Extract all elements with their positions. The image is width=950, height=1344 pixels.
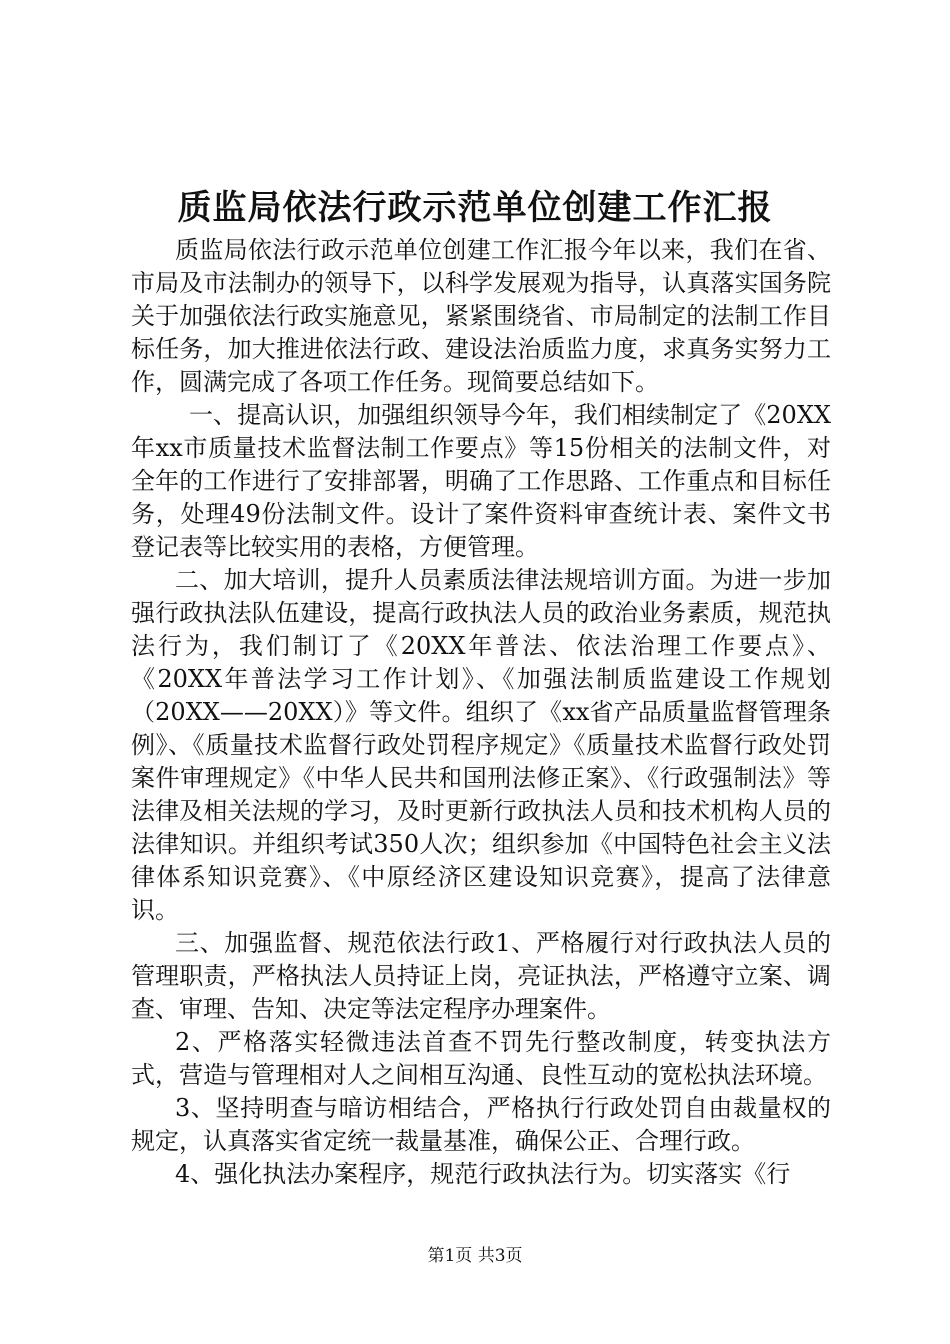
document-title: 质监局依法行政示范单位创建工作汇报 <box>177 188 773 228</box>
paragraph-section-1: 一、提高认识，加强组织领导今年，我们相续制定了《20XX年xx市质量技术监督法制工作要点》等15份相关的法制文件，对全年的工作进行了安排部署，明确了工作思路、工作重点和目标任务，处理49份法制文件。设计了案件资料审查统计表、案件文书登记表等比较实用的表格，方便管理。 <box>131 401 831 561</box>
page-footer: 第1页 共3页 <box>427 1246 523 1266</box>
paragraph-item-4: 4、强化执法办案程序，规范行政执法行为。切实落实《行 <box>175 1160 791 1188</box>
paragraph-section-3: 三、加强监督、规范依法行政1、严格履行对行政执法人员的管理职责，严格执法人员持证上岗，亮证执法，严格遵守立案、调查、审理、告知、决定等法定程序办理案件。 <box>131 929 831 1023</box>
paragraph-section-2: 二、加大培训，提升人员素质法律法规培训方面。为进一步加强行政执法队伍建设，提高行政执法人员的政治业务素质，规范执法行为，我们制订了《20XX年普法、依法治理工作要点》、《20XX年普法学习工作计划》、《加强法制质监建设工作规划（20XX——20XX）》等文件。组织了《xx省产品质量监督管理条例》、《质量技术监督行政处罚程序规定》《质量技术监督行政处罚案件审理规定》《中华人民共和国刑法修正案》、《行政强制法》等法律及相关法规的学习，及时更新行政执法人员和技术机构人员的法律知识。并组织考试350人次；组织参加《中国特色社会主义法律体系知识竞赛》、《中原经济区建设知识竞赛》，提高了法律意识。 <box>131 566 831 924</box>
document-body <box>131 234 831 1191</box>
paragraph-intro: 质监局依法行政示范单位创建工作汇报今年以来，我们在省、市局及市法制办的领导下，以科学发展观为指导，认真落实国务院关于加强依法行政实施意见，紧紧围绕省、市局制定的法制工作目标任务，加大推进依法行政、建设法治质监力度，求真务实努力工作，圆满完成了各项工作任务。现简要总结如下。 <box>131 236 831 396</box>
paragraph-item-3: 3、坚持明查与暗访相结合，严格执行行政处罚自由裁量权的规定，认真落实省定统一裁量基准，确保公正、合理行政。 <box>131 1094 831 1155</box>
paragraph-item-2: 2、严格落实轻微违法首查不罚先行整改制度，转变执法方式，营造与管理相对人之间相互沟通、良性互动的宽松执法环境。 <box>131 1028 831 1089</box>
